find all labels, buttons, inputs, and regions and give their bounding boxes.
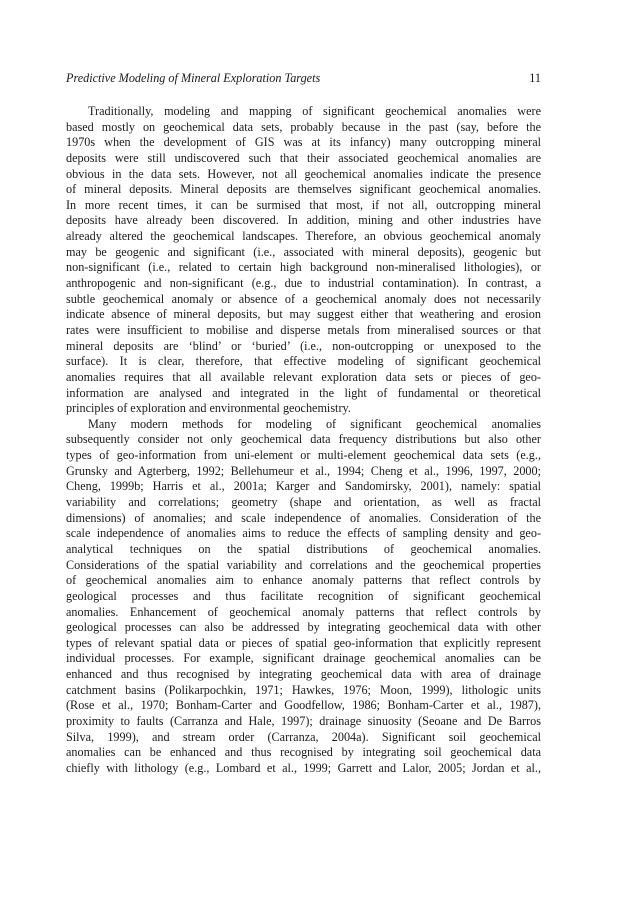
text-line: of mineral deposits. Mineral deposits are themselves significant geochemical anomalies. [66, 182, 541, 197]
text-line: geological processes can also be addressed by integrating geochemical data with other [66, 620, 541, 635]
text-line: subtle geochemical anomaly or absence of a geochemical anomaly does not necessarily [66, 291, 541, 306]
text-line: dimensions) of anomalies; and scale independence of anomalies. Consideration of the [66, 510, 541, 525]
text-line: deposits have already been discovered. In addition, mining and other industries have [66, 213, 541, 228]
text-line: anomalies. Enhancement of geochemical anomaly patterns that reflect controls by [66, 604, 541, 619]
text-line: of geochemical anomalies aim to enhance anomaly patterns that reflect controls by [66, 573, 541, 588]
text-line: 1970s when the development of GIS was at its infancy) many outcropping mineral [66, 135, 541, 150]
text-line: subsequently consider not only geochemical data frequency distributions but also other [66, 432, 541, 447]
text-line: individual processes. For example, significant drainage geochemical anomalies can be [66, 651, 541, 666]
text-line: anthropogenic and non-significant (e.g., due to industrial contamination). In contrast, a [66, 276, 541, 291]
text-line: may be geogenic and significant (i.e., associated with mineral deposits), geogenic but [66, 244, 541, 259]
text-line: analytical techniques on the spatial distributions of geochemical anomalies. [66, 541, 541, 556]
text-line: non-significant (i.e., related to certain high background non-mineralised lithologies), or [66, 260, 541, 275]
text-line: anomalies can be enhanced and thus recognised by integrating soil geochemical data [66, 745, 541, 760]
text-line: types of geo-information from uni-element or multi-element geochemical data sets (e.g., [66, 448, 541, 463]
text-line: principles of exploration and environmental geochemistry. [66, 401, 351, 416]
text-line: Considerations of the spatial variability and correlations and the geochemical properties [66, 557, 541, 572]
text-line: anomalies requires that all available relevant exploration data sets or pieces of geo- [66, 369, 541, 384]
text-line: obvious in the data sets. However, not all geochemical anomalies indicate the presence [66, 166, 541, 181]
text-line: Traditionally, modeling and mapping of significant geochemical anomalies were [88, 104, 541, 118]
text-line: geological processes and thus facilitate recognition of significant geochemical [66, 588, 541, 603]
text-line: Silva, 1999), and stream order (Carranza, 2004a). Significant soil geochemical [66, 729, 541, 744]
paragraph [66, 104, 541, 417]
text-line: information are analysed and integrated in the light of fundamental or theoretical [66, 385, 541, 400]
running-header [66, 70, 541, 86]
paragraph [66, 417, 541, 777]
text-line: based mostly on geochemical data sets, probably because in the past (say, before the [66, 119, 541, 134]
text-line: indicate absence of mineral deposits, but may suggest either that weathering and erosion [66, 307, 541, 322]
text-line: mineral deposits are ‘blind’ or ‘buried’ (i.e., non-outcropping or unexposed to the [66, 338, 541, 353]
text-line: Cheng, 1999b; Harris et al., 2001a; Karger and Sandomirsky, 2001), namely: spatial [66, 479, 541, 494]
body-text [66, 104, 541, 777]
text-line: catchment basins (Polikarpochkin, 1971; Hawkes, 1976; Moon, 1999), lithologic units [66, 682, 541, 697]
text-line: chiefly with lithology (e.g., Lombard et al., 1999; Garrett and Lalor, 2005; Jordan et al., [66, 760, 541, 775]
text-line: Many modern methods for modeling of significant geochemical anomalies [88, 416, 541, 431]
text-line: surface). It is clear, therefore, that effective modeling of significant geochemical [66, 354, 541, 369]
text-line: enhanced and thus recognised by integrating geochemical data with area of drainage [66, 667, 541, 682]
text-line: In more recent times, it can be surmised that most, if not all, outcropping mineral [66, 197, 541, 212]
page-number: 11 [529, 71, 541, 85]
text-line: deposits were still undiscovered such that their associated geochemical anomalies are [66, 150, 541, 165]
running-title: Predictive Modeling of Mineral Exploration Targets [66, 71, 321, 85]
text-line: Grunsky and Agterberg, 1992; Bellehumeur et al., 1994; Cheng et al., 1996, 1997, 2000; [66, 463, 541, 478]
text-line: types of relevant spatial data or pieces of spatial geo-information that explicitly represent [66, 635, 541, 650]
text-line: scale independence of anomalies aims to reduce the effects of sampling density and geo- [66, 526, 541, 541]
text-line: (Rose et al., 1970; Bonham-Carter and Goodfellow, 1986; Bonham-Carter et al., 1987), [66, 698, 541, 713]
text-line: variability and correlations; geometry (shape and orientation, as well as fractal [66, 495, 541, 510]
text-line: rates were insufficient to mobilise and disperse metals from mineralised sources or that [66, 322, 541, 337]
text-line: proximity to faults (Carranza and Hale, 1997); drainage sinuosity (Seoane and De Barros [66, 713, 541, 728]
text-line: already altered the geochemical landscapes. Therefore, an obvious geochemical anomaly [66, 229, 541, 244]
